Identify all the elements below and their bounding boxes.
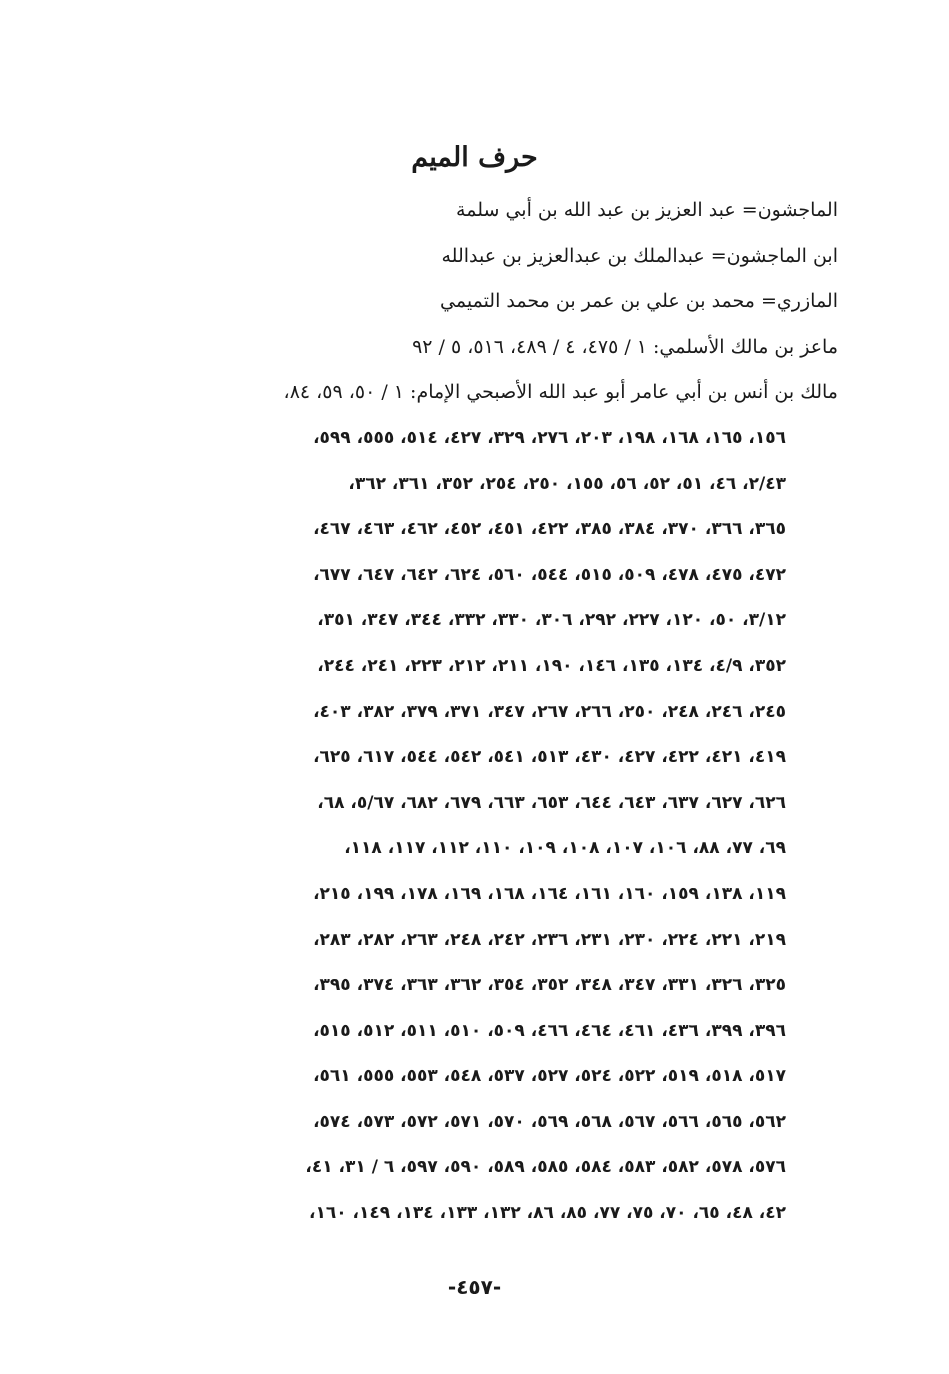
index-continuation-line: ٦٢٦، ٦٢٧، ٦٣٧، ٦٤٣، ٦٤٤، ٦٥٣، ٦٦٣، ٦٧٩، ٦٨٢، ٥/٦٧، ٦٨،: [317, 792, 786, 813]
index-entry-line: المازري= محمد بن علي بن عمر بن محمد التميمي: [440, 290, 838, 313]
index-continuation-line: ٣٢٥، ٣٢٦، ٣٣١، ٣٤٧، ٣٤٨، ٣٥٢، ٣٥٤، ٣٦٢، ٣٦٣، ٣٧٤، ٣٩٥،: [313, 975, 786, 996]
index-continuation-line: ٢/٤٣، ٤٦، ٥١، ٥٢، ٥٦، ١٥٥، ٢٥٠، ٢٥٤، ٣٥٢، ٣٦١، ٣٦٢،: [348, 473, 786, 494]
index-continuation-line: ١٥٦، ١٦٥، ١٦٨، ١٩٨، ٢٠٣، ٢٧٦، ٣٢٩، ٤٢٧، ٥١٤، ٥٥٥، ٥٩٩،: [313, 427, 786, 448]
index-continuation-line: ٣٦٥، ٣٦٦، ٣٧٠، ٣٨٤، ٣٨٥، ٤٢٢، ٤٥١، ٤٥٢، ٤٦٢، ٤٦٣، ٤٦٧،: [313, 519, 786, 540]
index-entry-line: الماجشون= عبد العزيز بن عبد الله بن أبي سلمة: [456, 199, 838, 221]
index-entry-line: ماعز بن مالك الأسلمي: ١ / ٤٧٥، ٤ / ٤٨٩، ٥١٦، ٥ / ٩٢: [412, 335, 838, 358]
index-continuation-line: ٤٧٢، ٤٧٥، ٤٧٨، ٥٠٩، ٥١٥، ٥٤٤، ٥٦٠، ٦٢٤، ٦٤٢، ٦٤٧، ٦٧٧،: [313, 564, 786, 585]
index-continuation-line: ٣/١٢، ٥٠، ١٢٠، ٢٢٧، ٢٩٢، ٣٠٦، ٣٣٠، ٣٣٢، ٣٤٤، ٣٤٧، ٣٥١،: [317, 610, 786, 631]
index-continuation-line: ٤١٩، ٤٢١، ٤٢٢، ٤٢٧، ٤٣٠، ٥١٣، ٥٤١، ٥٤٢، ٥٤٤، ٦١٧، ٦٢٥،: [313, 747, 786, 768]
section-heading: حرف الميم: [411, 142, 538, 173]
index-continuation-line: ٣٩٦، ٣٩٩، ٤٣٦، ٤٦١، ٤٦٤، ٤٦٦، ٥٠٩، ٥١٠، ٥١١، ٥١٢، ٥١٥،: [313, 1020, 786, 1041]
index-continuation-line: ٢١٩، ٢٢١، ٢٢٤، ٢٣٠، ٢٣١، ٢٣٦، ٢٤٢، ٢٤٨، ٢٦٣، ٢٨٢، ٢٨٣،: [313, 929, 786, 950]
index-continuation-line: ٥١٧، ٥١٨، ٥١٩، ٥٢٢، ٥٢٤، ٥٢٧، ٥٣٧، ٥٤٨، ٥٥٣، ٥٥٥، ٥٦١،: [313, 1066, 786, 1087]
index-continuation-line: ٥٧٦، ٥٧٨، ٥٨٢، ٥٨٣، ٥٨٤، ٥٨٥، ٥٨٩، ٥٩٠، ٥٩٧، ٦ / ٣١، ٤١،: [305, 1157, 786, 1178]
page-number: -٤٥٧-: [447, 1275, 502, 1299]
index-entry-line: مالك بن أنس بن أبي عامر أبو عبد الله الأصبحي الإمام: ١ / ٥٠، ٥٩، ٨٤،: [283, 381, 838, 404]
index-entries: [118, 188, 838, 1237]
index-continuation-line: ٣٥٢، ٤/٩، ١٣٤، ١٣٥، ١٤٦، ١٩٠، ٢١١، ٢١٢، ٢٢٣، ٢٤١، ٢٤٤،: [317, 655, 786, 676]
index-entry-line: ابن الماجشون= عبدالملك بن عبدالعزيز بن عبدالله: [441, 244, 838, 267]
index-continuation-line: ٢٤٥، ٢٤٦، ٢٤٨، ٢٥٠، ٢٦٦، ٢٦٧، ٣٤٧، ٣٧١، ٣٧٩، ٣٨٢، ٤٠٣،: [313, 701, 786, 722]
index-continuation-line: ١١٩، ١٣٨، ١٥٩، ١٦٠، ١٦١، ١٦٤، ١٦٨، ١٦٩، ١٧٨، ١٩٩، ٢١٥،: [313, 883, 786, 904]
index-continuation-line: ٦٩، ٧٧، ٨٨، ١٠٦، ١٠٧، ١٠٨، ١٠٩، ١١٠، ١١٢، ١١٧، ١١٨،: [344, 838, 786, 859]
index-continuation-line: ٤٢، ٤٨، ٦٥، ٧٠، ٧٥، ٧٧، ٨٥، ٨٦، ١٣٢، ١٣٣، ١٣٤، ١٤٩، ١٦٠،: [309, 1203, 786, 1224]
index-continuation-line: ٥٦٢، ٥٦٥، ٥٦٦، ٥٦٧، ٥٦٨، ٥٦٩، ٥٧٠، ٥٧١، ٥٧٢، ٥٧٣، ٥٧٤،: [313, 1111, 786, 1132]
